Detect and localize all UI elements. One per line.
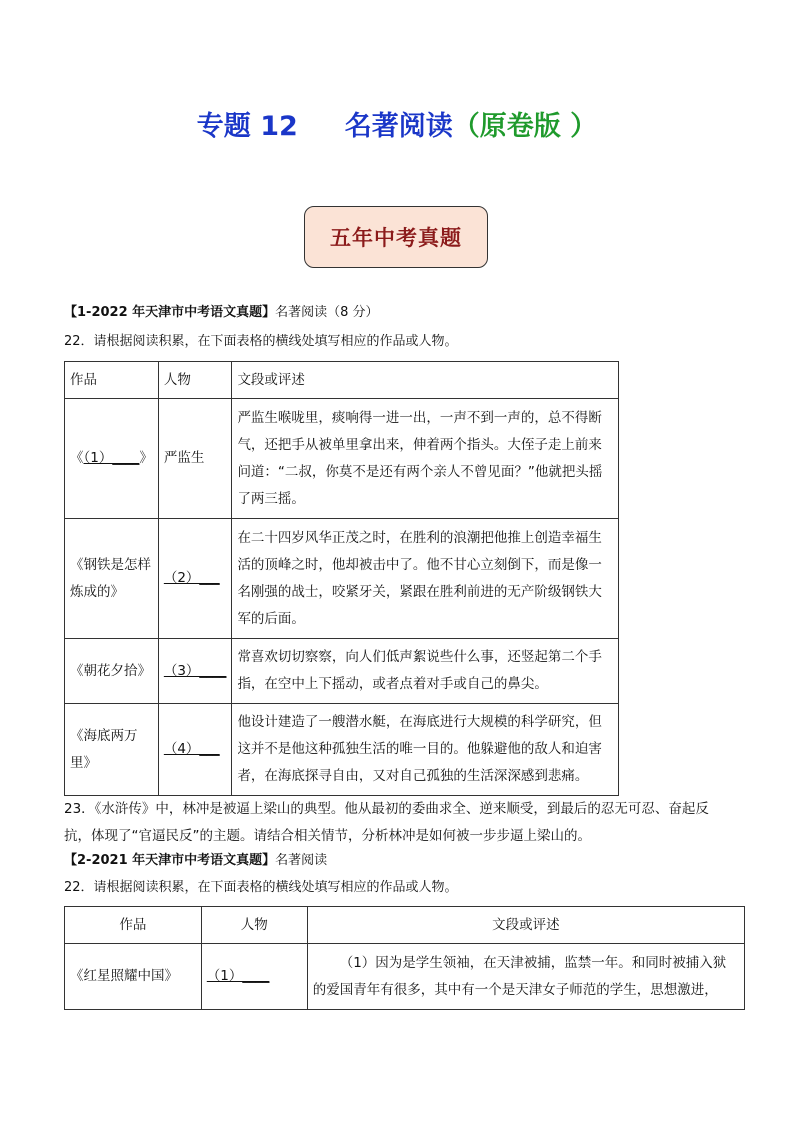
row1-work-blank: （1）____	[83, 450, 140, 466]
s2-row1-work: 《红星照耀中国》	[65, 944, 202, 1010]
row1-text: 严监生喉咙里，痰响得一进一出，一声不到一声的，总不得断气，还把手从被单里拿出来，伸着两个指头。大侄子走上前来问道：“二叔，你莫不是还有两个亲人不曾见面？”他就把头摇了两三摇。	[232, 399, 619, 519]
header-person: 人物	[158, 362, 232, 399]
row4-person	[158, 704, 232, 796]
s2-header-person: 人物	[201, 907, 307, 944]
row2-work: 《钢铁是怎样炼成的》	[65, 519, 159, 639]
section2-header	[64, 852, 327, 870]
section2-header-source: 【2-2021 年天津市中考语文真题】	[64, 853, 276, 868]
s2-row1-person	[201, 944, 307, 1010]
section2-question22: 22．请根据阅读积累，在下面表格的横线处填写相应的作品或人物。	[64, 880, 458, 895]
s2-row1-person-blank: （1）____	[206, 968, 270, 984]
section1-question22: 22．请根据阅读积累，在下面表格的横线处填写相应的作品或人物。	[64, 334, 458, 349]
title-topic-name: 名著阅读	[344, 111, 453, 142]
row3-work: 《朝花夕拾》	[65, 639, 159, 704]
section1-header	[64, 304, 379, 322]
header-text: 文段或评述	[232, 362, 619, 399]
section1-question23: 23．《水浒传》中，林冲是被逼上梁山的典型。他从最初的委曲求全、逆来顺受，到最后的忍无可忍、奋起反抗，体现了“官逼民反”的主题。请结合相关情节，分析林冲是如何被一步步逼上梁山的。	[64, 801, 709, 844]
row3-text: 常喜欢切切察察，向人们低声絮说些什么事，还竖起第二个手指，在空中上下摇动，或者点着对手或自己的鼻尖。	[232, 639, 619, 704]
title-edition: （原卷版 ）	[452, 111, 598, 142]
row1-person: 严监生	[158, 399, 232, 519]
table-row	[65, 519, 619, 639]
row4-person-blank: （4）___	[163, 741, 220, 757]
s2-row1-text: （1）因为是学生领袖，在天津被捕，监禁一年。和同时被捕入狱的爱国青年有很多，其中有一个是天津女子师范的学生，思想激进，	[307, 944, 744, 1010]
section2-table	[64, 906, 745, 1010]
s2-header-work: 作品	[65, 907, 202, 944]
section1-header-source: 【1-2022 年天津市中考语文真题】	[64, 305, 276, 320]
table-row	[65, 639, 619, 704]
row4-work: 《海底两万里》	[65, 704, 159, 796]
row3-person	[158, 639, 232, 704]
title-topic-number: 专题 12	[196, 111, 298, 142]
table-row	[65, 704, 619, 796]
row2-person-blank: （2）___	[163, 570, 220, 586]
row4-text: 他设计建造了一艘潜水艇，在海底进行大规模的科学研究，但这并不是他这种孤独生活的唯一目的。他躲避他的敌人和迫害者，在海底探寻自由，又对自己孤独的生活深深感到悲痛。	[232, 704, 619, 796]
header-work: 作品	[65, 362, 159, 399]
row1-work-prefix: 《	[70, 450, 84, 466]
page-title	[0, 104, 794, 143]
table-header-row	[65, 362, 619, 399]
table-row	[65, 399, 619, 519]
row2-person	[158, 519, 232, 639]
row3-person-blank: （3）____	[163, 662, 227, 679]
table-header-row	[65, 907, 745, 944]
row1-work-suffix: 》	[139, 450, 153, 466]
section1-table	[64, 361, 619, 796]
section2-header-topic: 名著阅读	[275, 853, 328, 868]
row2-text: 在二十四岁风华正茂之时，在胜利的浪潮把他推上创造幸福生活的顶峰之时，他却被击中了。他不甘心立刻倒下，而是像一名刚强的战士，咬紧牙关，紧跟在胜利前进的无产阶级钢铁大军的后面。	[232, 519, 619, 639]
row1-work	[65, 399, 159, 519]
table-row	[65, 944, 745, 1010]
section1-header-topic: 名著阅读（8 分）	[275, 305, 379, 320]
s2-header-text: 文段或评述	[307, 907, 744, 944]
section-badge: 五年中考真题	[304, 206, 488, 268]
